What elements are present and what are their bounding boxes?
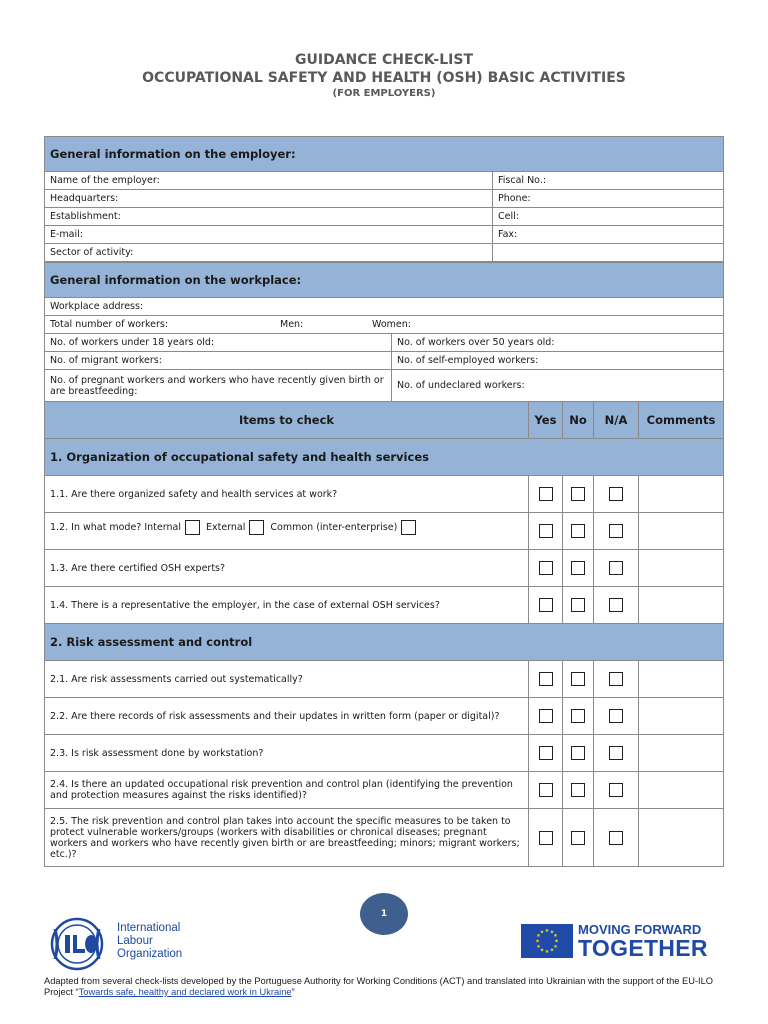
question-text: 1.3. Are there certified OSH experts? [45,550,529,587]
email-field[interactable]: E-mail: [45,226,493,244]
na-checkbox[interactable] [609,746,623,760]
question-text: 2.2. Are there records of risk assessments and their updates in written form (paper or digital)? [45,698,529,735]
na-checkbox[interactable] [609,487,623,501]
no-checkbox[interactable] [571,561,585,575]
no-column-header: No [563,402,594,439]
question-text: 2.3. Is risk assessment done by workstation? [45,735,529,772]
no-checkbox[interactable] [571,831,585,845]
yes-checkbox[interactable] [539,487,553,501]
svg-text:★: ★ [553,933,558,939]
section-2-heading: 2. Risk assessment and control [45,624,724,661]
audience-label: (FOR EMPLOYERS) [332,88,436,99]
question-text [45,513,529,550]
workplace-heading: General information on the workplace: [45,263,724,298]
comments-cell[interactable] [639,513,724,550]
selfemployed-field[interactable]: No. of self-employed workers: [392,352,724,370]
establishment-field[interactable]: Establishment: [45,208,493,226]
no-checkbox[interactable] [571,672,585,686]
na-checkbox[interactable] [609,672,623,686]
svg-text:★: ★ [536,933,541,939]
migrant-field[interactable]: No. of migrant workers: [45,352,392,370]
ilo-logo-icon [45,917,115,971]
yes-checkbox[interactable] [539,561,553,575]
common-checkbox[interactable] [401,520,416,535]
employer-info-table [44,136,724,262]
checklist-row [45,735,724,772]
undeclared-field[interactable]: No. of undeclared workers: [392,370,724,402]
checklist-row [45,661,724,698]
na-checkbox[interactable] [609,709,623,723]
question-text: 2.1. Are risk assessments carried out systematically? [45,661,529,698]
external-checkbox[interactable] [249,520,264,535]
svg-text:★: ★ [539,929,545,936]
checklist-table [44,401,724,867]
checklist-row [45,772,724,809]
no-checkbox[interactable] [571,746,585,760]
svg-text:★: ★ [544,928,550,934]
na-checkbox[interactable] [609,561,623,575]
checklist-row [45,550,724,587]
page-number-badge: 1 [360,893,408,935]
workplace-info-table [44,262,724,402]
checklist-row [45,476,724,513]
question-text: 1.1. Are there organized safety and health services at work? [45,476,529,513]
svg-text:★: ★ [539,947,545,954]
question-text: 2.5. The risk prevention and control plan takes into account the specific measures to be taken to protect vulnerable workers/groups (workers with disabilities or chronical diseases; pregnant workers and workers who have recently given birth or are breastfeeding; minors; migrant workers; etc.)? [45,809,529,867]
comments-cell[interactable] [639,661,724,698]
no-checkbox[interactable] [571,709,585,723]
women-label: Women: [372,319,411,330]
na-column-header: N/A [594,402,639,439]
slogan-line2: TOGETHER [578,935,708,961]
yes-checkbox[interactable] [539,598,553,612]
yes-checkbox[interactable] [539,783,553,797]
yes-column-header: Yes [529,402,563,439]
comments-column-header: Comments [639,402,724,439]
svg-text:★: ★ [553,944,558,950]
yes-checkbox[interactable] [539,709,553,723]
footnote-end: ” [291,987,295,997]
slogan-line1: MOVING FORWARD [578,922,702,937]
footnote-text: Adapted from several check-lists developed by the Portuguese Authority for Working Conditions (ACT) and translated into Ukrainian with the support of the EU-ILO Project “ [44,976,714,997]
na-checkbox[interactable] [609,598,623,612]
no-checkbox[interactable] [571,598,585,612]
svg-text:★: ★ [544,949,550,955]
under18-field[interactable]: No. of workers under 18 years old: [45,334,392,352]
phone-field[interactable]: Phone: [493,190,724,208]
comments-cell[interactable] [639,809,724,867]
document-subtitle: OCCUPATIONAL SAFETY AND HEALTH (OSH) BASIC ACTIVITIES [142,70,626,86]
document-title: GUIDANCE CHECK-LIST [295,52,473,68]
cell-field[interactable]: Cell: [493,208,724,226]
common-label: Common (inter-enterprise) [270,522,398,533]
fax-field[interactable]: Fax: [493,226,724,244]
comments-cell[interactable] [639,698,724,735]
internal-checkbox[interactable] [185,520,200,535]
comments-cell[interactable] [639,476,724,513]
employer-heading: General information on the employer: [45,137,724,172]
yes-checkbox[interactable] [539,831,553,845]
comments-cell[interactable] [639,587,724,624]
no-checkbox[interactable] [571,487,585,501]
items-column-header: Items to check [45,402,529,439]
project-link[interactable]: Towards safe, healthy and declared work in Ukraine [78,987,292,997]
checklist-row [45,513,724,550]
sector-field[interactable]: Sector of activity: [45,244,493,262]
ilo-name [117,922,182,961]
yes-checkbox[interactable] [539,746,553,760]
no-checkbox[interactable] [571,524,585,538]
section-1-heading: 1. Organization of occupational safety and health services [45,439,724,476]
comments-cell[interactable] [639,550,724,587]
workplace-address-field[interactable]: Workplace address: [45,298,724,316]
men-label: Men: [280,319,304,330]
comments-cell[interactable] [639,735,724,772]
na-checkbox[interactable] [609,831,623,845]
total-workers-field[interactable] [45,316,724,334]
yes-checkbox[interactable] [539,524,553,538]
employer-name-field[interactable]: Name of the employer: [45,172,493,190]
svg-text:★: ★ [549,947,555,954]
no-checkbox[interactable] [571,783,585,797]
svg-text:★: ★ [536,944,541,950]
footnote [44,976,734,998]
total-workers-label: Total number of workers: [50,319,169,330]
question-text: 2.4. Is there an updated occupational risk prevention and control plan (identifying the prevention and protection measures against the risks identified)? [45,772,529,809]
ilo-line1: International [117,922,181,934]
svg-text:★: ★ [535,938,540,945]
eu-flag-icon [521,924,573,958]
checklist-row [45,587,724,624]
over50-field[interactable]: No. of workers over 50 years old: [392,334,724,352]
ilo-line2: Labour [117,935,153,947]
svg-text:★: ★ [549,929,555,936]
checklist-row [45,809,724,867]
svg-text:★: ★ [554,938,559,945]
comments-cell[interactable] [639,772,724,809]
fiscal-field[interactable]: Fiscal No.: [493,172,724,190]
headquarters-field[interactable]: Headquarters: [45,190,493,208]
yes-checkbox[interactable] [539,672,553,686]
na-checkbox[interactable] [609,783,623,797]
question-label: 1.2. In what mode? Internal [50,522,181,533]
na-checkbox[interactable] [609,524,623,538]
checklist-row [45,698,724,735]
ilo-line3: Organization [117,948,183,960]
external-label: External [205,522,246,533]
empty-cell [493,244,724,262]
pregnant-field[interactable]: No. of pregnant workers and workers who have recently given birth or are breastfeeding: [45,370,392,402]
question-text: 1.4. There is a representative the employer, in the case of external OSH services? [45,587,529,624]
